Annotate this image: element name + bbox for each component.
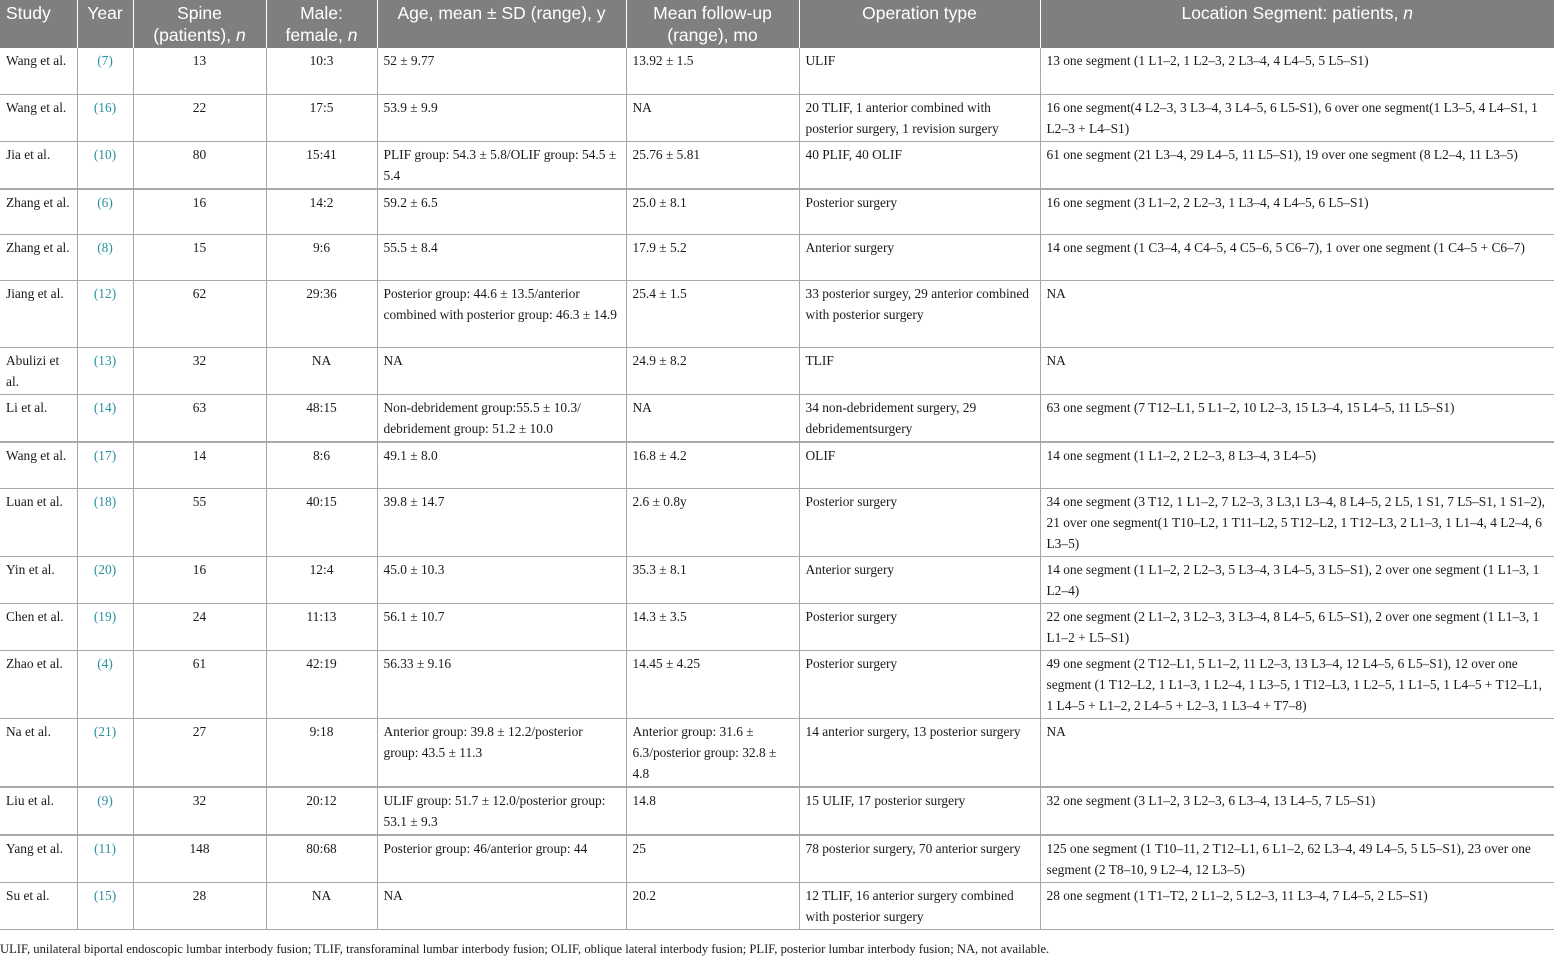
cell-sex-ratio: 12:4 bbox=[266, 556, 377, 603]
cell-age: ULIF group: 51.7 ± 12.0/posterior group: 53.1 ± 9.3 bbox=[377, 787, 626, 835]
cell-sex-ratio: 10:3 bbox=[266, 48, 377, 94]
cell-operation: OLIF bbox=[799, 442, 1040, 488]
table-row bbox=[0, 189, 1554, 235]
cell-location: 34 one segment (3 T12, 1 L1–2, 7 L2–3, 3 L3,1 L3–4, 8 L4–5, 2 L5, 1 S1, 7 L5–S1, 1 S1–2), 21 over one segment(1 T10–L2, 1 T11–L2, 5 T12–L2, 1 T12–L3, 2 L1–3, 1 L1–4, 4 L2–4, 6 L3–5) bbox=[1040, 488, 1554, 556]
cell-spine: 61 bbox=[133, 650, 266, 718]
table-row bbox=[0, 348, 1554, 395]
cell-location: 32 one segment (3 L1–2, 3 L2–3, 6 L3–4, 13 L4–5, 7 L5–S1) bbox=[1040, 787, 1554, 835]
cell-age: 45.0 ± 10.3 bbox=[377, 556, 626, 603]
cell-year-ref[interactable]: (4) bbox=[77, 650, 133, 718]
cell-followup: 25.0 ± 8.1 bbox=[626, 189, 799, 235]
cell-study: Li et al. bbox=[0, 395, 77, 443]
table-row bbox=[0, 787, 1554, 835]
cell-study: Liu et al. bbox=[0, 787, 77, 835]
header-operation: Operation type bbox=[799, 0, 1040, 48]
cell-spine: 148 bbox=[133, 835, 266, 883]
cell-study: Yang et al. bbox=[0, 835, 77, 883]
cell-operation: Anterior surgery bbox=[799, 235, 1040, 281]
cell-followup: 14.8 bbox=[626, 787, 799, 835]
cell-operation: 34 non-debridement surgery, 29 debridementsurgery bbox=[799, 395, 1040, 443]
cell-sex-ratio: 48:15 bbox=[266, 395, 377, 443]
cell-study: Wang et al. bbox=[0, 94, 77, 141]
cell-followup: 14.45 ± 4.25 bbox=[626, 650, 799, 718]
table-row bbox=[0, 650, 1554, 718]
cell-year-ref[interactable]: (19) bbox=[77, 603, 133, 650]
table-row bbox=[0, 94, 1554, 141]
cell-spine: 32 bbox=[133, 787, 266, 835]
cell-age: 56.33 ± 9.16 bbox=[377, 650, 626, 718]
table-row bbox=[0, 718, 1554, 787]
cell-sex-ratio: 80:68 bbox=[266, 835, 377, 883]
table-footnote: ULIF, unilateral biportal endoscopic lumbar interbody fusion; TLIF, transforaminal lumbar interbody fusion; OLIF, oblique lateral interbody fusion; PLIF, posterior lumbar interbody fusion; NA, not available. bbox=[0, 942, 1050, 956]
cell-operation: Posterior surgery bbox=[799, 603, 1040, 650]
cell-sex-ratio: 29:36 bbox=[266, 281, 377, 348]
cell-age: 49.1 ± 8.0 bbox=[377, 442, 626, 488]
header-age: Age, mean ± SD (range), y bbox=[377, 0, 626, 48]
cell-operation: 12 TLIF, 16 anterior surgery combined with posterior surgery bbox=[799, 882, 1040, 929]
cell-operation: 14 anterior surgery, 13 posterior surgery bbox=[799, 718, 1040, 787]
cell-year-ref[interactable]: (11) bbox=[77, 835, 133, 883]
table-row bbox=[0, 835, 1554, 883]
cell-operation: 33 posterior surgey, 29 anterior combined with posterior surgery bbox=[799, 281, 1040, 348]
cell-year-ref[interactable]: (21) bbox=[77, 718, 133, 787]
cell-location: 61 one segment (21 L3–4, 29 L4–5, 11 L5–S1), 19 over one segment (8 L2–4, 11 L3–5) bbox=[1040, 141, 1554, 189]
cell-location: 16 one segment(4 L2–3, 3 L3–4, 3 L4–5, 6 L5-S1), 6 over one segment(1 L3–5, 4 L4–S1, 1 L2–3 + L4–S1) bbox=[1040, 94, 1554, 141]
cell-sex-ratio: 8:6 bbox=[266, 442, 377, 488]
cell-spine: 63 bbox=[133, 395, 266, 443]
cell-age: NA bbox=[377, 882, 626, 929]
table-row bbox=[0, 882, 1554, 929]
cell-age: Anterior group: 39.8 ± 12.2/posterior group: 43.5 ± 11.3 bbox=[377, 718, 626, 787]
cell-age: PLIF group: 54.3 ± 5.8/OLIF group: 54.5 ± 5.4 bbox=[377, 141, 626, 189]
cell-study: Zhang et al. bbox=[0, 189, 77, 235]
header-study: Study bbox=[0, 0, 77, 48]
cell-location: 125 one segment (1 T10–11, 2 T12–L1, 6 L1–2, 62 L3–4, 49 L4–5, 5 L5–S1), 23 over one segment (2 T8–10, 9 L2–4, 12 L3–5) bbox=[1040, 835, 1554, 883]
table-row bbox=[0, 556, 1554, 603]
cell-operation: Posterior surgery bbox=[799, 189, 1040, 235]
cell-study: Na et al. bbox=[0, 718, 77, 787]
table-row bbox=[0, 48, 1554, 94]
cell-age: NA bbox=[377, 348, 626, 395]
cell-location: 14 one segment (1 L1–2, 2 L2–3, 5 L3–4, 3 L4–5, 3 L5–S1), 2 over one segment (1 L1–3, 1 L2–4) bbox=[1040, 556, 1554, 603]
cell-study: Abulizi et al. bbox=[0, 348, 77, 395]
cell-spine: 13 bbox=[133, 48, 266, 94]
cell-location: NA bbox=[1040, 348, 1554, 395]
table-row bbox=[0, 235, 1554, 281]
cell-sex-ratio: 20:12 bbox=[266, 787, 377, 835]
cell-study: Yin et al. bbox=[0, 556, 77, 603]
cell-spine: 80 bbox=[133, 141, 266, 189]
cell-study: Su et al. bbox=[0, 882, 77, 929]
cell-operation: Anterior surgery bbox=[799, 556, 1040, 603]
cell-location: 49 one segment (2 T12–L1, 5 L1–2, 11 L2–3, 13 L3–4, 12 L4–5, 6 L5–S1), 12 over one segment (1 T12–L2, 1 L1–3, 1 L2–4, 1 L3–5, 1 T12–L3, 1 L2–5, 1 L1–5, 1 L4–5 + T12–L1, 1 L4–5 + L1–2, 2 L4–5 + L2–3, 1 L3–4 + T7–8) bbox=[1040, 650, 1554, 718]
cell-age: 53.9 ± 9.9 bbox=[377, 94, 626, 141]
header-year: Year bbox=[77, 0, 133, 48]
cell-followup: 2.6 ± 0.8y bbox=[626, 488, 799, 556]
cell-year-ref[interactable]: (14) bbox=[77, 395, 133, 443]
cell-operation: 15 ULIF, 17 posterior surgery bbox=[799, 787, 1040, 835]
cell-age: Posterior group: 46/anterior group: 44 bbox=[377, 835, 626, 883]
cell-year-ref[interactable]: (8) bbox=[77, 235, 133, 281]
cell-sex-ratio: 14:2 bbox=[266, 189, 377, 235]
cell-spine: 27 bbox=[133, 718, 266, 787]
cell-location: 14 one segment (1 C3–4, 4 C4–5, 4 C5–6, 5 C6–7), 1 over one segment (1 C4–5 + C6–7) bbox=[1040, 235, 1554, 281]
cell-age: 55.5 ± 8.4 bbox=[377, 235, 626, 281]
cell-spine: 28 bbox=[133, 882, 266, 929]
table-row bbox=[0, 281, 1554, 348]
cell-year-ref[interactable]: (10) bbox=[77, 141, 133, 189]
cell-spine: 22 bbox=[133, 94, 266, 141]
cell-spine: 24 bbox=[133, 603, 266, 650]
cell-followup: 20.2 bbox=[626, 882, 799, 929]
cell-spine: 14 bbox=[133, 442, 266, 488]
cell-spine: 55 bbox=[133, 488, 266, 556]
cell-followup: 14.3 ± 3.5 bbox=[626, 603, 799, 650]
cell-study: Wang et al. bbox=[0, 48, 77, 94]
header-followup: Mean follow-up (range), mo bbox=[626, 0, 799, 48]
table-row bbox=[0, 442, 1554, 488]
table-row bbox=[0, 141, 1554, 189]
cell-year-ref[interactable]: (17) bbox=[77, 442, 133, 488]
cell-location: 14 one segment (1 L1–2, 2 L2–3, 8 L3–4, 3 L4–5) bbox=[1040, 442, 1554, 488]
cell-sex-ratio: 40:15 bbox=[266, 488, 377, 556]
cell-sex-ratio: 11:13 bbox=[266, 603, 377, 650]
cell-sex-ratio: 42:19 bbox=[266, 650, 377, 718]
cell-year-ref[interactable]: (6) bbox=[77, 189, 133, 235]
cell-followup: 13.92 ± 1.5 bbox=[626, 48, 799, 94]
cell-year-ref[interactable]: (13) bbox=[77, 348, 133, 395]
cell-age: 52 ± 9.77 bbox=[377, 48, 626, 94]
cell-spine: 32 bbox=[133, 348, 266, 395]
cell-study: Jiang et al. bbox=[0, 281, 77, 348]
table-row bbox=[0, 488, 1554, 556]
cell-followup: 25.76 ± 5.81 bbox=[626, 141, 799, 189]
cell-year-ref[interactable]: (12) bbox=[77, 281, 133, 348]
cell-operation: TLIF bbox=[799, 348, 1040, 395]
cell-study: Zhao et al. bbox=[0, 650, 77, 718]
cell-followup: NA bbox=[626, 395, 799, 443]
cell-age: 59.2 ± 6.5 bbox=[377, 189, 626, 235]
cell-age: 56.1 ± 10.7 bbox=[377, 603, 626, 650]
cell-operation: Posterior surgery bbox=[799, 650, 1040, 718]
table-row bbox=[0, 395, 1554, 443]
cell-year-ref[interactable]: (18) bbox=[77, 488, 133, 556]
cell-location: NA bbox=[1040, 281, 1554, 348]
cell-study: Jia et al. bbox=[0, 141, 77, 189]
header-sex-ratio: Male: female, n bbox=[266, 0, 377, 48]
cell-followup: Anterior group: 31.6 ± 6.3/posterior group: 32.8 ± 4.8 bbox=[626, 718, 799, 787]
cell-spine: 16 bbox=[133, 556, 266, 603]
cell-sex-ratio: NA bbox=[266, 348, 377, 395]
table-header-row bbox=[0, 0, 1554, 48]
cell-year-ref[interactable]: (16) bbox=[77, 94, 133, 141]
cell-followup: 35.3 ± 8.1 bbox=[626, 556, 799, 603]
cell-operation: Posterior surgery bbox=[799, 488, 1040, 556]
cell-sex-ratio: 15:41 bbox=[266, 141, 377, 189]
cell-age: 39.8 ± 14.7 bbox=[377, 488, 626, 556]
cell-sex-ratio: 17:5 bbox=[266, 94, 377, 141]
cell-sex-ratio: 9:18 bbox=[266, 718, 377, 787]
cell-year-ref[interactable]: (7) bbox=[77, 48, 133, 94]
cell-location: 16 one segment (3 L1–2, 2 L2–3, 1 L3–4, 4 L4–5, 6 L5–S1) bbox=[1040, 189, 1554, 235]
cell-operation: ULIF bbox=[799, 48, 1040, 94]
cell-spine: 16 bbox=[133, 189, 266, 235]
cell-year-ref[interactable]: (15) bbox=[77, 882, 133, 929]
cell-followup: NA bbox=[626, 94, 799, 141]
cell-year-ref[interactable]: (20) bbox=[77, 556, 133, 603]
cell-followup: 25 bbox=[626, 835, 799, 883]
cell-study: Zhang et al. bbox=[0, 235, 77, 281]
cell-study: Luan et al. bbox=[0, 488, 77, 556]
cell-location: NA bbox=[1040, 718, 1554, 787]
cell-age: Non-debridement group:55.5 ± 10.3/ debridement group: 51.2 ± 10.0 bbox=[377, 395, 626, 443]
cell-followup: 25.4 ± 1.5 bbox=[626, 281, 799, 348]
cell-sex-ratio: 9:6 bbox=[266, 235, 377, 281]
cell-followup: 24.9 ± 8.2 bbox=[626, 348, 799, 395]
table-row bbox=[0, 603, 1554, 650]
cell-year-ref[interactable]: (9) bbox=[77, 787, 133, 835]
cell-location: 13 one segment (1 L1–2, 1 L2–3, 2 L3–4, 4 L4–5, 5 L5–S1) bbox=[1040, 48, 1554, 94]
cell-study: Wang et al. bbox=[0, 442, 77, 488]
cell-spine: 15 bbox=[133, 235, 266, 281]
cell-spine: 62 bbox=[133, 281, 266, 348]
cell-followup: 17.9 ± 5.2 bbox=[626, 235, 799, 281]
header-spine: Spine (patients), n bbox=[133, 0, 266, 48]
cell-sex-ratio: NA bbox=[266, 882, 377, 929]
cell-operation: 20 TLIF, 1 anterior combined with posterior surgery, 1 revision surgery bbox=[799, 94, 1040, 141]
cell-location: 63 one segment (7 T12–L1, 5 L1–2, 10 L2–3, 15 L3–4, 15 L4–5, 11 L5–S1) bbox=[1040, 395, 1554, 443]
cell-operation: 40 PLIF, 40 OLIF bbox=[799, 141, 1040, 189]
cell-age: Posterior group: 44.6 ± 13.5/anterior combined with posterior group: 46.3 ± 14.9 bbox=[377, 281, 626, 348]
cell-location: 22 one segment (2 L1–2, 3 L2–3, 3 L3–4, 8 L4–5, 6 L5–S1), 2 over one segment (1 L1–3, 1 L1–2 + L5–S1) bbox=[1040, 603, 1554, 650]
header-location: Location Segment: patients, n bbox=[1040, 0, 1554, 48]
cell-followup: 16.8 ± 4.2 bbox=[626, 442, 799, 488]
cell-operation: 78 posterior surgery, 70 anterior surgery bbox=[799, 835, 1040, 883]
cell-study: Chen et al. bbox=[0, 603, 77, 650]
cell-location: 28 one segment (1 T1–T2, 2 L1–2, 5 L2–3, 11 L3–4, 7 L4–5, 2 L5–S1) bbox=[1040, 882, 1554, 929]
